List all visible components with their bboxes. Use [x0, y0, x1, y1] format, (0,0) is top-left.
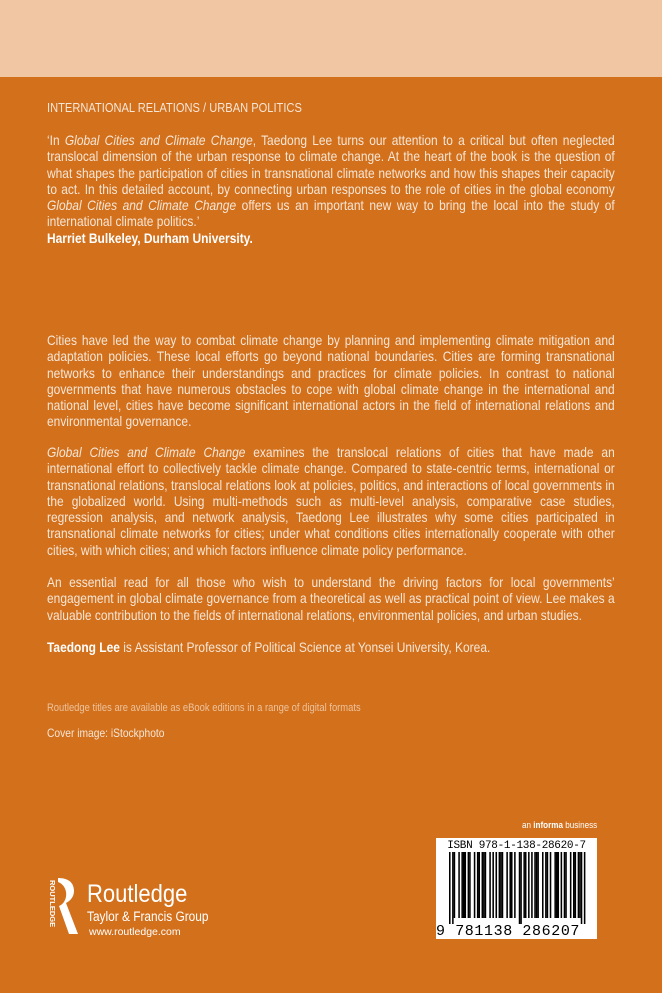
top-band: [0, 0, 662, 77]
informa-prefix: an: [522, 820, 534, 830]
book-title-italic: Global Cities and Climate Change: [47, 444, 246, 460]
description-paragraph-1: Cities have led the way to combat climate change by planning and implementing climate mitigation and adaptation policies. These local efforts go beyond national boundaries. Cities are forming transnational networks to enhance their understandings and practices for climate policies. In contrast to national governments that have numerous obstacles to cope with global climate change in the international and national level, cities have become significant international actors in the field of international relations and environmental governance.: [47, 332, 615, 430]
barcode-bar: [550, 852, 552, 918]
quote-text: offers us an important new way to bring the local into the study of international climate politics.’: [47, 197, 615, 230]
barcode-bar: [536, 852, 538, 918]
barcode-bar: [509, 852, 511, 918]
informa-brand: informa: [533, 820, 563, 830]
barcode-bar: [465, 852, 467, 918]
barcode-bar: [458, 852, 460, 918]
quote-attribution: Harriet Bulkeley, Durham University.: [47, 229, 253, 246]
routledge-logo-icon: [44, 878, 80, 936]
isbn-label: ISBN 978-1-138-28620-7: [447, 840, 586, 852]
barcode-bar: [496, 852, 498, 918]
quote-text: , Taedong Lee turns our attention to a critical but often neglected translocal dimension of the urban response to climate change. At the heart of the book is the question of what shapes the participation of cities in transnational climate networks and how this shapes their capacity to act. In this detailed account, by connecting urban responses to the role of cities in the global economy: [47, 132, 615, 197]
barcode-bar: [525, 852, 527, 918]
barcode-bar: [578, 852, 580, 918]
barcode-bar: [554, 852, 556, 918]
barcode-bar: [520, 852, 522, 924]
barcode-bar: [461, 852, 463, 918]
barcode-bar: [564, 852, 566, 918]
barcode-bar: [469, 852, 471, 918]
barcode-bar: [558, 852, 560, 918]
endorsement-quote: [47, 132, 615, 246]
barcode-bar: [474, 852, 476, 918]
barcode-bar: [514, 852, 516, 918]
barcode-bar: [492, 852, 494, 918]
barcode-bar: [528, 852, 530, 918]
informa-suffix: business: [562, 820, 598, 830]
cover-credit: Cover image: iStockphoto: [47, 726, 165, 740]
barcode-bar: [584, 852, 586, 924]
description-paragraph-3: An essential read for all those who wish to understand the driving factors for local governments’ engagement in global climate governance from a theoretical as well as practical point of view. Lee makes a valuable contribution to the fields of international relations, environmental policies, and urban studies.: [47, 574, 615, 623]
informa-business-tag: [522, 820, 597, 830]
barcode-bar: [575, 852, 577, 918]
barcode-bar: [519, 852, 521, 924]
barcode-bar: [561, 852, 563, 918]
barcode-bar: [534, 852, 536, 918]
book-title-italic: Global Cities and Climate Change: [47, 197, 237, 213]
logo-vertical-mark: ROUTLEDGE: [48, 880, 57, 928]
author-bio-text: is Assistant Professor of Political Science at Yonsei University, Korea.: [119, 639, 491, 655]
book-title-italic: Global Cities and Climate Change: [64, 132, 253, 148]
barcode-bar: [556, 852, 558, 918]
barcode-bar: [477, 852, 479, 918]
subject-category: INTERNATIONAL RELATIONS / URBAN POLITICS: [47, 100, 302, 115]
barcode-bar: [537, 852, 539, 918]
barcode-bar: [545, 852, 547, 918]
barcode-bar: [573, 852, 575, 918]
barcode-bar: [581, 852, 583, 924]
barcode-bar: [483, 852, 485, 918]
barcode-bar: [482, 852, 484, 918]
barcode-bar: [500, 852, 502, 918]
barcode-bar: [502, 852, 504, 918]
barcode-bar: [547, 852, 549, 918]
barcode-bar: [478, 852, 480, 918]
barcode-bar: [542, 852, 544, 918]
publisher-url[interactable]: www.routledge.com: [89, 926, 181, 938]
ean-number: 9 781138 286207: [436, 923, 581, 940]
publisher-name: Routledge: [87, 880, 188, 908]
ebook-note: Routledge titles are available as eBook editions in a range of digital formats: [47, 702, 361, 714]
barcode-bar: [468, 852, 470, 918]
barcode-bar: [485, 852, 487, 918]
barcode-bar: [511, 852, 513, 918]
description-paragraph-2: [47, 444, 615, 558]
barcode-bar: [452, 852, 454, 924]
author-name: Taedong Lee: [47, 639, 120, 655]
barcode-bar: [579, 852, 581, 918]
barcode-bar: [449, 852, 451, 924]
publisher-group: Taylor & Francis Group: [87, 909, 209, 924]
isbn-barcode: [436, 838, 597, 939]
barcode-bar: [506, 852, 508, 918]
barcode-bar: [463, 852, 465, 918]
barcode-bar: [499, 852, 501, 918]
barcode-bar: [570, 852, 572, 918]
barcode-bar: [565, 852, 567, 918]
barcode-bar: [454, 852, 456, 918]
barcode-bar: [523, 852, 525, 918]
author-bio: [47, 639, 615, 655]
quote-text: ‘In: [47, 132, 65, 148]
barcode-bar: [489, 852, 491, 918]
barcode-bars: [449, 852, 587, 924]
barcode-bar: [531, 852, 533, 918]
paragraph-text: examines the translocal relations of cities that have made an international effort to collectively tackle climate change. Compared to state-centric terms, international or transnational relations, translocal relations look at policies, politics, and interactions of local governments in the globalized world. Using multi-methods such as multi-level analysis, comparative case studies, regression analysis, and network analysis, Taedong Lee illustrates why some cities participated in transnational climate networks for cities; under what conditions cities internationally cooperate with other cities, with which cities; and which factors influence climate policy performance.: [47, 444, 615, 558]
